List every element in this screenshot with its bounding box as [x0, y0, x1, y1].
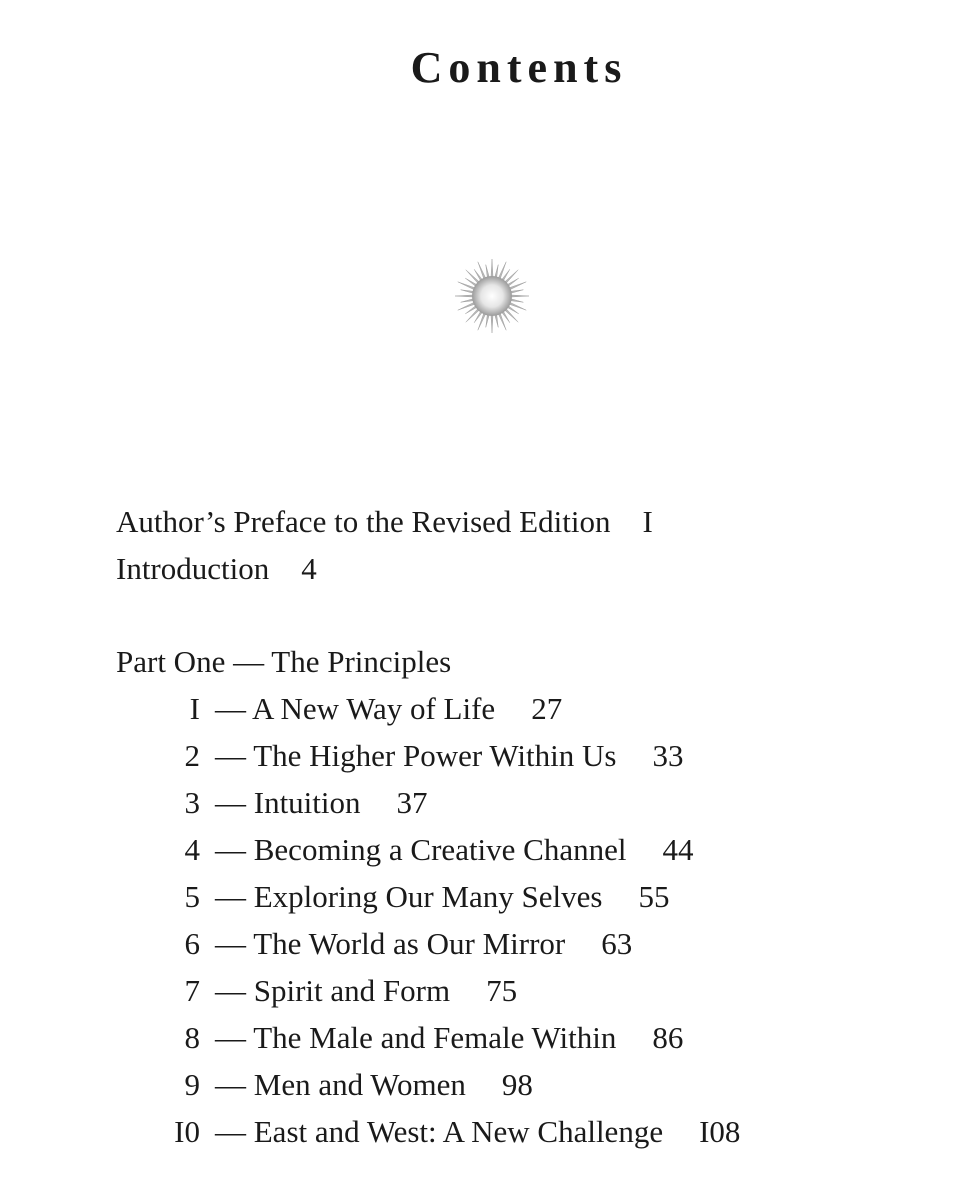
chapter-number: 3 — [184, 785, 200, 820]
chapter-title: — Becoming a Creative Channel — [215, 832, 627, 867]
chapter-number: 4 — [184, 832, 200, 867]
chapter-page: 44 — [662, 832, 694, 867]
chapter-title: — Men and Women — [215, 1067, 466, 1102]
chapter-title: — East and West: A New Challenge — [215, 1114, 664, 1149]
chapter-title: — A New Way of Life — [215, 691, 496, 726]
chapter-number: 6 — [184, 926, 200, 961]
chapter-entry[interactable] — [116, 967, 936, 1014]
chapter-page: 55 — [638, 879, 670, 914]
chapter-entry[interactable] — [116, 1108, 936, 1155]
toc-entry-introduction[interactable] — [116, 545, 936, 592]
chapter-title: — The Higher Power Within Us — [215, 738, 617, 773]
chapter-entry[interactable] — [116, 732, 936, 779]
chapter-title: — Spirit and Form — [215, 973, 451, 1008]
chapter-page: 33 — [652, 738, 684, 773]
chapter-number: 2 — [184, 738, 200, 773]
sunburst-icon — [454, 258, 530, 334]
table-of-contents — [116, 498, 936, 1155]
chapter-entry[interactable] — [116, 779, 936, 826]
chapter-entry[interactable] — [116, 826, 936, 873]
toc-entry-page: 4 — [301, 551, 317, 586]
chapter-number: 5 — [184, 879, 200, 914]
chapter-entry[interactable] — [116, 685, 936, 732]
chapter-entry[interactable] — [116, 1014, 936, 1061]
chapter-page: 27 — [531, 691, 563, 726]
chapter-page: 63 — [601, 926, 633, 961]
chapter-entry[interactable] — [116, 1061, 936, 1108]
chapter-page: 37 — [396, 785, 428, 820]
chapter-title: — Intuition — [215, 785, 361, 820]
toc-entry-title: Author’s Preface to the Revised Edition — [116, 504, 611, 539]
chapter-page: 98 — [501, 1067, 533, 1102]
chapter-page: I08 — [699, 1114, 741, 1149]
toc-entry-title: Introduction — [116, 551, 270, 586]
chapter-entry[interactable] — [116, 873, 936, 920]
toc-entry-preface[interactable] — [116, 498, 936, 545]
chapter-number: 9 — [184, 1067, 200, 1102]
part-heading — [116, 638, 936, 685]
chapter-number: 7 — [184, 973, 200, 1008]
chapter-title: — Exploring Our Many Selves — [215, 879, 603, 914]
chapter-number: I — [189, 691, 200, 726]
page-title: Contents — [410, 43, 628, 92]
chapter-page: 86 — [652, 1020, 684, 1055]
chapter-number: I0 — [174, 1114, 200, 1149]
chapter-number: 8 — [184, 1020, 200, 1055]
chapter-title: — The Male and Female Within — [215, 1020, 617, 1055]
chapter-title: — The World as Our Mirror — [215, 926, 566, 961]
toc-entry-page: I — [642, 504, 653, 539]
chapter-page: 75 — [486, 973, 518, 1008]
part-title: Part One — The Principles — [116, 644, 452, 679]
chapter-entry[interactable] — [116, 920, 936, 967]
